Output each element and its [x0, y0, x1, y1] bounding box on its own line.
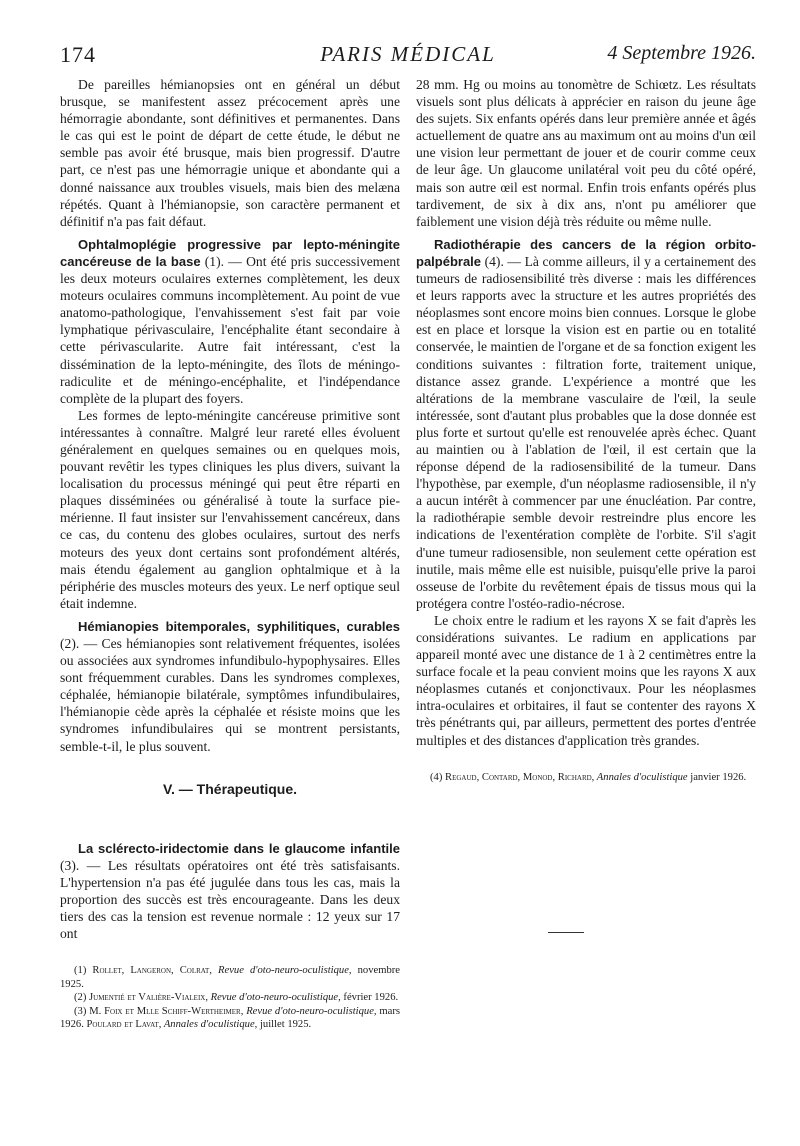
paragraph-text: (3). — Les résultats opératoires ont été très satisfaisants. L'hypertension n'a pas été jugulée dans tous les cas, mais la proportion des succès est très encourageante. Dans les deux tiers des cas la tension est revenue normale : 12 yeux sur 17 ont — [60, 857, 400, 942]
paragraph: De pareilles hémianopsies ont en général un début brusque, se manifestent assez précocement après une hémorragie abondante, sont définitives et permanentes. Dans le cas qui est le point de départ de cette étude, le début ne semble pas avoir été brusque, mais bien progressif. D'autre part, ce n'est pas une hémorragie unique et abondante qui a donné naissance aux troubles visuels, mais bien des melæna répétés. Quant à l'hémianopsie, son caractère permanent et définitif n'a pas fait défaut. — [60, 77, 400, 229]
paragraph — [60, 618, 400, 755]
body-columns — [60, 76, 756, 1146]
footnote-journal: Revue d'oto-neuro-oculistique, — [243, 1005, 377, 1017]
footnote-authors: Rollet, Langeron, Colrat, — [92, 965, 212, 977]
section-title: V. — Thérapeutique. — [162, 780, 298, 797]
footnote-authors: Regaud, Contard, Monod, Richard, — [445, 771, 595, 783]
paragraph-text: (4). — Là comme ailleurs, il y a certainement des tumeurs de radiosensibilité très diverse : mais les différences et leurs rapports avec la structure et les autres propriétés des néoplasmes sont encore moins bien connues. Lorsque le globe est en place et lorsque la vision est en partie ou en totalité conservée, le maintien de l'organe et de sa fonction exigent les conditions suivantes : filtration forte, traitement unique, distance assez grande. L'expérience a montré que les altérations de la membrane vasculaire de l'œil, la seule intéressée, sont d'autant plus probables que la dose donnée est plus forte et surtout qu'elle est renouvelée après échec. Quant au maintien ou à l'ablation de l'œil, il est certain que la réponse dépend de la radiosensibilité de la tumeur. Dans l'hypothèse, par exemple, d'un néoplasme radiosensible, il n'y a aucun intérêt à commencer par une énucléation. Par contre, la radiothérapie semble devoir restreindre plus encore les indications de l'exentération complète de l'orbite. S'il s'agit d'une tumeur radiosensible, non seulement cette opération est inutile, mais même elle est nuisible, puisqu'elle prive la paroi osseuse de l'orbite du revêtement épais de tissus mous qui la protégera contre l'ostéo-radio-nécrose. — [416, 253, 756, 611]
paragraph-text: (1). — Ont été pris successivement les deux moteurs oculaires externes complètement, les deux moteurs oculaires communs incomplètement. Au point de vue anatomo-pathologique, l'envahissement s'est fait par voie lymphatique périvasculaire, l'encéphalite étant secondaire à cette périvascularite. Autre fait intéressant, c'est la dissémination de la lepto-méningite, des îlots de méningo-radiculite et de méningo-encéphalite, et l'indépendance complète de la plupart des foyers. — [60, 253, 400, 406]
footnote-journal: Annales d'oculistique, — [161, 1018, 258, 1030]
footnote: (3) M. Foix et Mlle Schiff-Wertheimer, Revue d'oto-neuro-oculistique, mars 1926. Poulard et Lavat, Annales d'oculistique, juillet 1925. — [60, 1005, 400, 1030]
section-heading: La sclérecto-iridectomie dans le glaucome infantile — [78, 840, 400, 856]
paragraph-text: (2). — Ces hémianopies sont relativement fréquentes, isolées ou associées aux syndromes infundibulo-hypophysaires. Elles sont fréquemment curables. Dans les syndromes complexes, céphalée, hémianopie bilatérale, symptômes infundibulaires, l'hémianopie cède après la céphalée et résiste moins que les syndromes infundibulaires qui se montrent persistants, semble-t-il, le plus souvent. — [60, 636, 400, 754]
issue-date: 4 Septembre 1926. — [607, 42, 756, 64]
paragraph: Le choix entre le radium et les rayons X se fait d'après les considérations suivantes. Le radium en applications par appareil monté avec une distance de 1 à 2 centimètres entre la surface focale et la peau convient moins que les rayons X aux néoplasmes cutanés et conjonctivaux. Pour les néoplasmes intra-oculaires et orbitaires, il faut se contenter des rayons X très pénétrants qui, par ailleurs, permettent des portes d'entrée multiples et des distances d'application très grandes. — [416, 612, 756, 748]
footnotes — [60, 964, 400, 1031]
footnote: (4) Regaud, Contard, Monod, Richard, Annales d'oculistique janvier 1926. — [430, 771, 747, 783]
left-column — [60, 76, 400, 1031]
footnote: (2) Jumentié et Valière-Vialeix, Revue d'oto-neuro-oculistique, février 1926. — [74, 992, 399, 1004]
section-heading: Radiothérapie des cancers de la région orbito-palpébrale — [416, 236, 756, 269]
paragraph — [416, 236, 756, 612]
paragraph — [60, 236, 400, 407]
journal-title: PARIS MÉDICAL — [320, 42, 496, 66]
paragraph — [60, 840, 400, 943]
paragraph: Les formes de lepto-méningite cancéreuse primitive sont intéressantes à connaître. Malgré leur rareté elles évoluent généralement en quelques semaines ou en quelques mois, pouvant revêtir les types cliniques les plus divers, suivant la localisation du processus méningé qui peut être réparti en plaques disséminées ou généralisé à toute la surface pie-mérienne. Il faut insister sur l'envahissement cancéreux, dans ce cas, du contenu des globes oculaires, surtout des nerfs moteurs des yeux dont certains sont profondément altérés, mais étendu également au ganglion ophtalmique et à la périphérie des muscles moteurs des yeux. Le nerf optique seul était indemne. — [60, 407, 400, 611]
section-heading: Ophtalmoplégie progressive par lepto-méningite cancéreuse de la base — [60, 236, 400, 269]
footnote-journal: Revue d'oto-neuro-oculistique, — [207, 992, 341, 1004]
running-header — [60, 42, 756, 70]
footnote-journal: Revue d'oto-neuro-oculistique, — [211, 965, 352, 977]
paragraph: 28 mm. Hg ou moins au tonomètre de Schiœtz. Les résultats visuels sont plus délicats à apprécier en raison du jeune âge des sujets. Six enfants opérés dans leur première année et âgés actuellement de quatre ans au maximum ont au moins d'un œil une vision leur permettant de jouer et de courir comme ceux de leur âge. Un glaucome unilatéral voit peu du côté opéré, mais son autre œil est normal. Enfin trois enfants opérés plus tardivement, de six à dix ans, n'ont pu améliorer que faiblement une vision déjà très réduite ou même nulle. — [416, 77, 756, 229]
footnote-authors: Poulard et Lavat, — [86, 1018, 162, 1030]
section-heading: Hémianopies bitemporales, syphilitiques, curables — [78, 618, 400, 634]
footnote-authors: Jumentié et Valière-Vialeix, — [89, 992, 208, 1004]
footnotes — [416, 771, 756, 784]
footnote-authors: Foix et Mlle Schiff-Wertheimer, — [104, 1005, 244, 1017]
page-number: 174 — [60, 42, 96, 67]
footnote: (1) Rollet, Langeron, Colrat, Revue d'oto-neuro-oculistique, novembre 1925. — [60, 965, 400, 990]
right-column — [416, 76, 756, 784]
end-rule — [548, 932, 584, 933]
footnote-journal: Annales d'oculistique — [594, 771, 688, 783]
